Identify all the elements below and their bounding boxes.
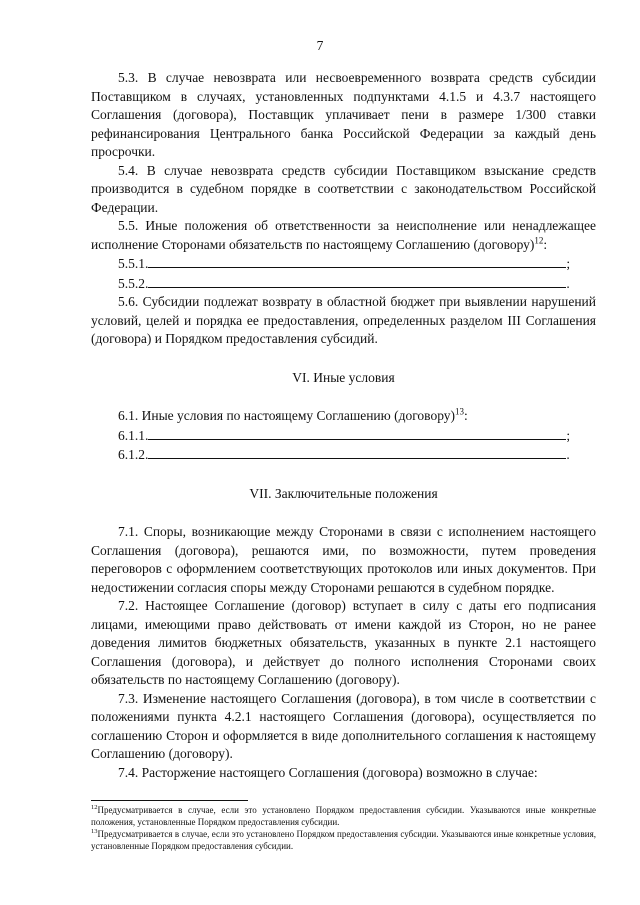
paragraph-5-3: 5.3. В случае невозврата или несвоевременного возврата средств субсидии Поставщиком в случаях, установленных подпунктами 4.1.5 и 4.3.7 настоящего Соглашения (договора), Поставщик уплачивает пени в размере 1/300 ставки рефинансирования Центрального банка Российской Федерации за каждый день просрочки. xyxy=(91,70,596,159)
item-5-5-2-label: 5.5.2. xyxy=(118,275,149,291)
footnote-separator xyxy=(91,800,248,801)
item-6-1-1-end: ; xyxy=(566,427,571,443)
paragraph-7-3: 7.3. Изменение настоящего Соглашения (договора), в том числе в соответствии с положениями пункта 4.2.1 настоящего Соглашения (договора), осуществляется по соглашению Сторон и оформляется в виде дополнительного соглашения к настоящему Соглашению (договору). xyxy=(91,690,596,761)
paragraph-5-6: 5.6. Субсидии подлежат возврату в областной бюджет при выявлении нарушений условий, целей и порядка ее предоставления, определенных разделом III Соглашения (договора) и Порядком предоставления субсидий. xyxy=(91,294,596,346)
page-number: 7 xyxy=(316,38,324,53)
document-body xyxy=(91,69,596,782)
fill-in-blank xyxy=(148,445,566,459)
section-6-heading: VI. Иные условия xyxy=(292,369,395,385)
blank-line-6-1-2 xyxy=(91,445,596,465)
footnote-13-text: Предусматривается в случае, если это установлено Порядком предоставления субсидии. Указываются иные конкретные условия, установленные Порядком предоставления субсидии. xyxy=(91,829,596,851)
item-6-1-2-end: . xyxy=(566,447,570,462)
paragraph-6-1-colon: : xyxy=(464,408,468,423)
paragraph-5-5-colon: : xyxy=(543,236,548,252)
item-5-5-2-end: . xyxy=(566,275,570,291)
blank-line-5-5-2 xyxy=(91,274,596,294)
footnote-ref-12: 12 xyxy=(534,235,544,245)
paragraph-5-5 xyxy=(91,217,596,254)
paragraph-7-2: 7.2. Настоящее Соглашение (договор) вступает в силу с даты его подписания лицами, имеющими право действовать от имени каждой из Сторон, но не ранее доведения лимитов бюджетных обязательств, указанных в пункте 2.1 настоящего Соглашения (договора), и действует до полного исполнения Сторонами своих обязательств по настоящему Соглашению (договору). xyxy=(91,598,596,687)
footnote-ref-13: 13 xyxy=(455,406,465,417)
item-6-1-2-label: 6.1.2. xyxy=(118,447,149,462)
paragraph-7-4: 7.4. Расторжение настоящего Соглашения (договора) возможно в случае: xyxy=(118,764,538,780)
item-6-1-1-label: 6.1.1. xyxy=(118,427,149,443)
paragraph-5-5-text: 5.5. Иные положения об ответственности за неисполнение или ненадлежащее исполнение Сторонами обязательств по настоящему Соглашению (договору) xyxy=(91,218,596,252)
footnote-12 xyxy=(91,805,596,828)
blank-line-6-1-1 xyxy=(91,426,596,446)
footnote-13-mark: 13 xyxy=(91,828,98,835)
paragraph-6-1 xyxy=(91,407,596,426)
blank-line-5-5-1 xyxy=(91,254,596,274)
fill-in-blank xyxy=(148,254,566,268)
item-5-5-1-label: 5.5.1. xyxy=(118,256,149,271)
footnote-12-mark: 12 xyxy=(91,804,98,811)
paragraph-6-1-text: 6.1. Иные условия по настоящему Соглашению (договору) xyxy=(118,408,456,423)
item-5-5-1-end: ; xyxy=(566,256,571,271)
paragraph-7-1: 7.1. Споры, возникающие между Сторонами в связи с исполнением настоящего Соглашения (договора), решаются ими, по возможности, путем проведения переговоров с оформлением соответствующих протоколов или иных документов. При недостижении согласия споры между Сторонами решаются в судебном порядке. xyxy=(91,524,596,595)
footnote-13 xyxy=(91,829,596,852)
paragraph-5-4: 5.4. В случае невозврата средств субсидии Поставщиком взыскание средств производится в судебном порядке в соответствии с законодательством Российской Федерации. xyxy=(91,162,596,215)
footnote-12-text: Предусматривается в случае, если это установлено Порядком предоставления субсидии. Указываются иные конкретные положения, установленные Порядком предоставления субсидии. xyxy=(91,805,596,827)
fill-in-blank xyxy=(148,274,566,288)
section-7-heading: VII. Заключительные положения xyxy=(249,485,438,501)
fill-in-blank xyxy=(148,426,566,440)
